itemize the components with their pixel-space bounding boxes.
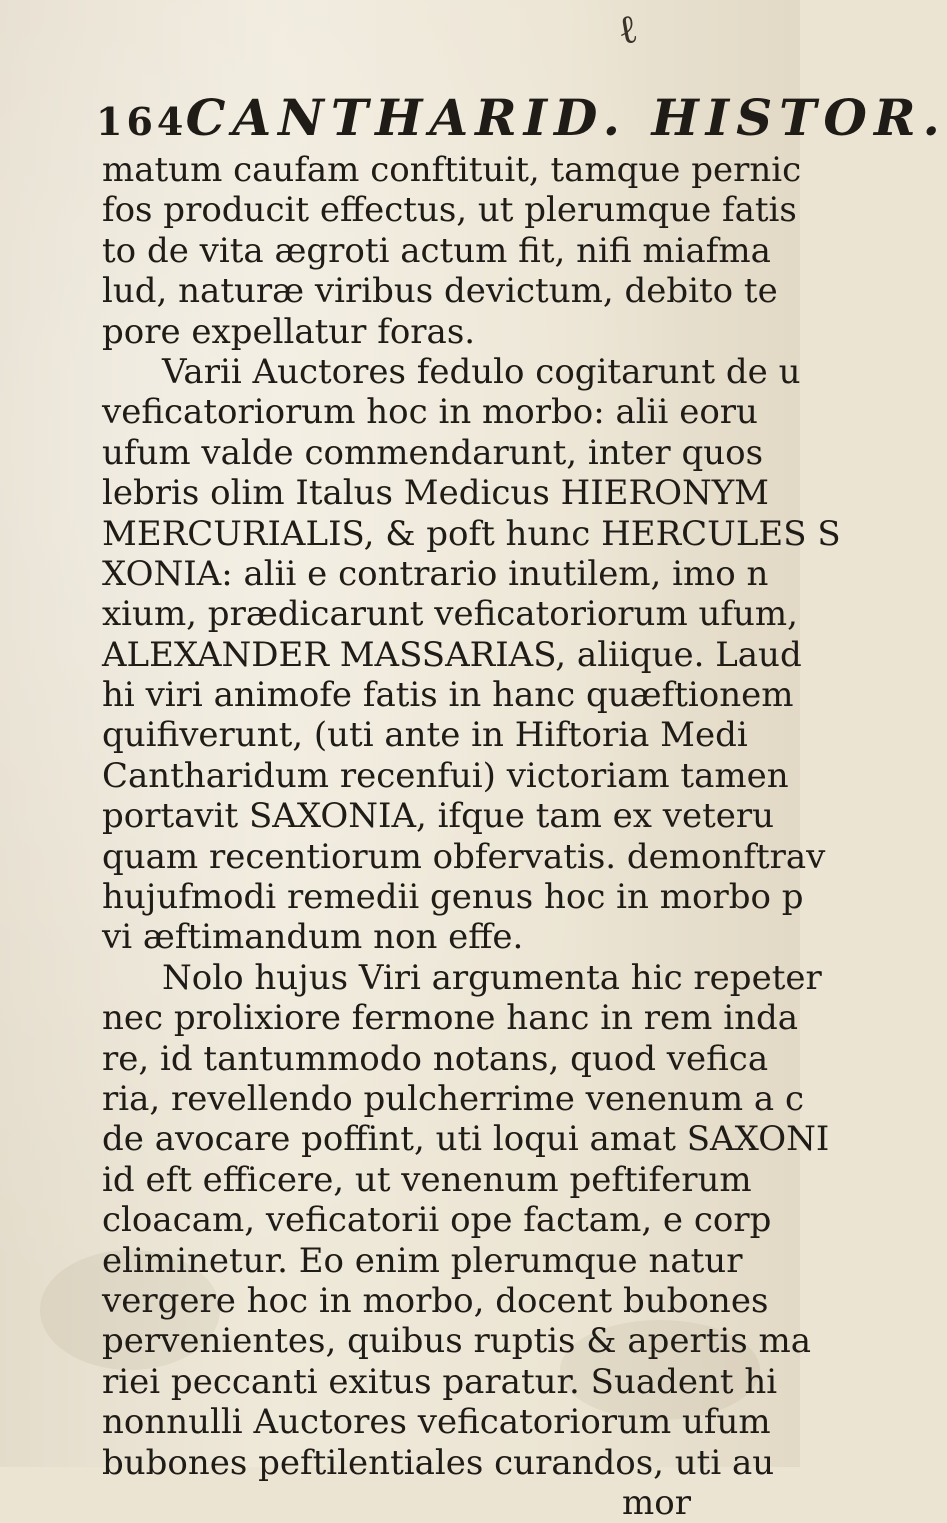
text-line: portavit SAXONIA, ifque tam ex veteru	[102, 796, 775, 837]
text-line: cloacam, veficatorii ope factam, e corp	[102, 1200, 772, 1241]
text-line: xium, prædicarunt veficatoriorum ufum,	[102, 594, 798, 635]
text-line: ria, revellendo pulcherrime venenum a c	[102, 1078, 804, 1119]
text-line: hi viri animofe fatis in hanc quæftionem	[102, 675, 794, 716]
text-line: Nolo hujus Viri argumenta hic repeter	[162, 957, 822, 998]
text-line: lud, naturæ viribus devictum, debito te	[102, 271, 778, 312]
text-line: ufum valde commendarunt, inter quos	[102, 432, 764, 473]
ink-mark: ℓ	[614, 5, 642, 55]
text-line: riei peccanti exitus paratur. Suadent hi	[102, 1361, 778, 1402]
text-line: vi æftimandum non effe.	[102, 917, 524, 958]
text-line: vergere hoc in morbo, docent bubones	[102, 1280, 769, 1321]
text-line: eliminetur. Eo enim plerumque natur	[102, 1240, 743, 1281]
text-line: quam recentiorum obfervatis. demonftrav	[102, 836, 826, 877]
text-line: bubones peftilentiales curandos, uti au	[102, 1442, 775, 1483]
running-head: CANTHARID. HISTOR.	[185, 88, 947, 147]
text-line: pore expellatur foras.	[102, 311, 476, 352]
text-line: Cantharidum recenfui) victoriam tamen	[102, 755, 789, 796]
text-line: ALEXANDER MASSARIAS, aliique. Laud	[102, 634, 802, 675]
text-line: quifiverunt, (uti ante in Hiftoria Medi	[102, 715, 748, 756]
text-line: re, id tantummodo notans, quod vefica	[102, 1038, 769, 1079]
text-line: XONIA: alii e contrario inutilem, imo n	[102, 553, 769, 594]
text-line: Varii Auctores fedulo cogitarunt de u	[162, 351, 801, 392]
catchword: mor	[622, 1482, 691, 1523]
text-line: de avocare poffint, uti loqui amat SAXONI	[102, 1119, 830, 1160]
page-number: 164	[96, 99, 188, 144]
text-line: pervenientes, quibus ruptis & apertis ma	[102, 1321, 812, 1362]
text-line: nec prolixiore fermone hanc in rem inda	[102, 998, 799, 1039]
text-line: matum caufam conftituit, tamque pernic	[102, 150, 802, 190]
text-line: id eft efficere, ut venenum peftiferum	[102, 1159, 752, 1200]
text-line: MERCURIALIS, & poft hunc HERCULES S	[102, 513, 841, 554]
text-line: to de vita ægroti actum fit, nifi miafma	[102, 230, 771, 271]
text-line: veficatoriorum hoc in morbo: alii eoru	[102, 392, 758, 433]
text-line: fos producit effectus, ut plerumque fatis	[102, 190, 797, 231]
text-line: hujufmodi remedii genus hoc in morbo p	[102, 877, 804, 918]
text-line: nonnulli Auctores veficatoriorum ufum	[102, 1402, 771, 1443]
page-header	[96, 88, 947, 147]
text-line: lebris olim Italus Medicus HIERONYM	[102, 473, 769, 514]
body-text	[102, 150, 841, 1523]
